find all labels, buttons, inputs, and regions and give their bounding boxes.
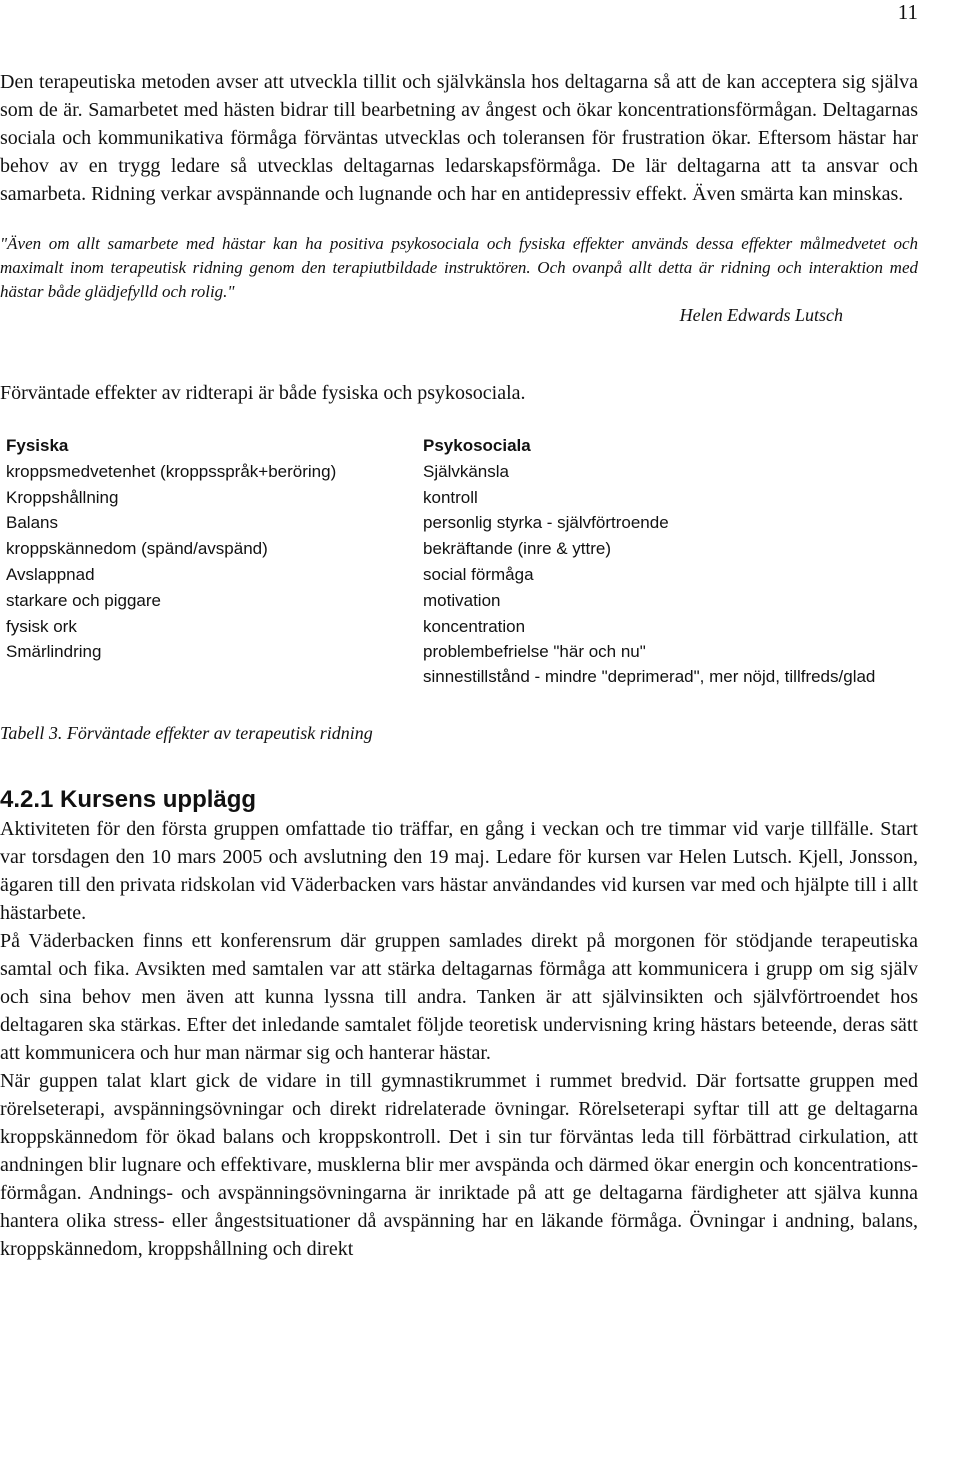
list-item: personlig styrka - självförtroende [423,513,669,533]
paragraph-course-activity: Aktiviteten för den första gruppen omfattade tio träffar, en gång i veckan och tre timmar vid varje tillfälle. Start var torsdagen den 10 mars 2005 och avslutning den 19 maj. Ledare för kursen var Helen Lutsch. Kjell, Jonsson, ägaren till den privata ridskolan vid Väderbacken vars hästar användandes vid kursen var med och hjälpte till i allt hästarbete. [0,818,918,924]
document-body [0,68,918,1263]
list-item: starkare och piggare [6,590,161,610]
table-caption: Tabell 3. Förväntade effekter av terapeutisk ridning [0,723,373,743]
list-item: Balans [6,513,58,533]
page-number: 11 [897,0,918,24]
effects-table [0,433,960,713]
list-item: fysisk ork [6,616,77,636]
list-item: bekräftande (inre & yttre) [423,539,612,559]
physical-header: Fysiska [6,436,69,455]
list-item: social förmåga [423,564,534,584]
list-item: sinnestillstånd - mindre "deprimerad", mer nöjd, tillfreds/glad [423,667,876,687]
psychosocial-header: Psykosociala [423,436,531,455]
list-item: motivation [423,590,501,610]
list-item: kontroll [423,487,478,507]
effects-intro: Förväntade effekter av ridterapi är både fysiska och psykosociala. [0,382,526,404]
paragraph-conference-room: På Väderbacken finns ett konferensrum där gruppen samlades direkt på morgonen för stödjande terapeutiska samtal och fika. Avsikten med samtalen var att stärka deltagarnas förmåga att kommunicera i grupp om sig själv och sina behov men även att kunna lyssna till andra. Tanken är att självinsikten och självförtroendet hos deltagaren ska stärkas. Efter det inledande samtalet följde teoretisk undervisning kring hästars beteende, deras sätt att kommunicera och hur man närmar sig och hanterar hästar. [0,930,918,1064]
paragraph-gym-exercises: När guppen talat klart gick de vidare in till gymnastikrummet i rummet bredvid. Där fortsatte gruppen med rörelseterapi, avspänningsövningar och direkt ridrelaterade övningar. Rörelseterapi syftar till att ge deltagarna kroppskännedom för ökad balans och kroppskontroll. Det i sin tur förväntas leda till förbättrad cirkulation, att andningen blir lugnare och effektivare, musklerna blir mer avspända och därmed ökar energin och koncentrations-förmågan. Andnings- och avspänningsövningarna är inriktade på att ge deltagarna färdigheter att själva kunna hantera olika stress- eller ångestsituationer då avspänning har en läkande förmåga. Övningar i andning, balans, kroppskännedom, kroppshållning och direkt [0,1070,918,1260]
psychosocial-effects-column [423,433,960,689]
list-item: kroppsmedvetenhet (kroppsspråk+beröring) [6,461,337,481]
list-item: kroppskännedom (spänd/avspänd) [6,539,268,559]
physical-effects-column [6,433,336,665]
quote-text: "Även om allt samarbete med hästar kan ha positiva psykosociala och fysiska effekter används dessa effekter målmedvetet och maximalt inom terapeutisk ridning genom den terapiutbildade instruktören. Och ovanpå allt detta är ridning och interaktion med hästar både glädjefylld och rolig." [0,234,918,301]
section-heading: 4.2.1 Kursens upplägg [0,786,257,813]
paragraph-therapy-method: Den terapeutiska metoden avser att utveckla tillit och självkänsla hos deltagarna så att de kan acceptera sig själva som de är. Samarbetet med hästen bidrar till bearbetning av ångest och ökar koncentrationsförmågan. Deltagarnas sociala och kommunikativa förmåga förväntas utvecklas och toleransen för frustration ökar. Eftersom hästar har behov av en trygg ledare så utvecklas deltagarnas ledarskapsförmåga. De lär deltagarna att ta ansvar och samarbeta. Ridning verkar avspännande och lugnande och har en antidepressiv effekt. Även smärta kan minskas. [0,71,918,205]
list-item: koncentration [423,616,526,636]
list-item: Avslappnad [6,564,95,584]
quote-author: Helen Edwards Lutsch [679,305,843,325]
list-item: Kroppshållning [6,487,119,507]
list-item: Självkänsla [423,461,509,481]
list-item: Smärlindring [6,642,102,662]
list-item: problembefrielse "här och nu" [423,642,646,662]
